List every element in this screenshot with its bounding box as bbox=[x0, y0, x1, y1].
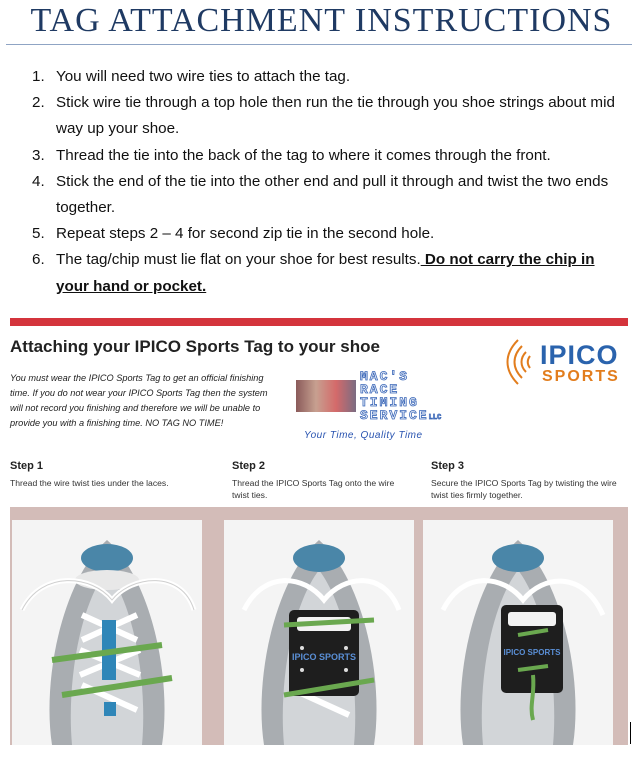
instruction-text: You will need two wire ties to attach the tag. bbox=[56, 68, 351, 85]
instruction-item bbox=[18, 221, 630, 247]
shoe-photo-step-2 bbox=[224, 520, 414, 745]
title-divider bbox=[6, 44, 632, 45]
shoe-photo-step-1 bbox=[12, 520, 202, 745]
instruction-number: 2. bbox=[32, 94, 45, 112]
instruction-text: The tag/chip must lie flat on your shoe for best results. bbox=[56, 251, 421, 269]
macs-tagline: Your Time, Quality Time bbox=[304, 430, 423, 441]
macs-logo-line: SERVICE bbox=[360, 408, 429, 423]
ipico-signal-icon bbox=[500, 334, 540, 390]
instruction-number: 3. bbox=[32, 146, 45, 164]
instruction-list bbox=[18, 64, 630, 300]
instruction-text: Stick the end of the tie into the other end and pull it through and twist the two ends together. bbox=[56, 172, 609, 217]
instruction-item bbox=[18, 90, 630, 142]
macs-logo-llc: LLC bbox=[428, 414, 442, 422]
instruction-item bbox=[18, 143, 630, 169]
macs-logo bbox=[292, 370, 492, 446]
shoe-illustration bbox=[224, 520, 414, 745]
step-3-heading: Step 3 bbox=[431, 460, 465, 472]
shoe-illustration bbox=[12, 520, 202, 745]
shoe-illustration bbox=[423, 520, 613, 745]
instruction-number: 5. bbox=[32, 225, 45, 243]
runners-photo bbox=[296, 380, 356, 412]
macs-logo-line: RACE bbox=[360, 382, 400, 397]
step-1-text: Thread the wire twist ties under the laces. bbox=[10, 478, 169, 488]
tag-label: IPICO SPORTS bbox=[291, 652, 357, 662]
instruction-number: 4. bbox=[32, 172, 45, 190]
step-2-heading: Step 2 bbox=[232, 460, 266, 472]
ipico-logo bbox=[500, 334, 630, 390]
ipico-logo-name: IPICO bbox=[540, 340, 619, 370]
instruction-text: Thread the tie into the back of the tag to where it comes through the front. bbox=[56, 146, 551, 164]
macs-logo-line: MAC'S bbox=[360, 369, 410, 384]
instruction-number: 1. bbox=[32, 68, 45, 85]
step-3-text: Secure the IPICO Sports Tag by twisting the wire twist ties firmly together. bbox=[431, 478, 617, 500]
step-2-text: Thread the IPICO Sports Tag onto the wire twist ties. bbox=[232, 478, 395, 500]
document-title: TAG ATTACHMENT INSTRUCTIONS bbox=[30, 2, 613, 39]
red-header-band bbox=[10, 318, 628, 326]
instruction-item bbox=[18, 247, 630, 299]
tag-label: IPICO SPORTS bbox=[503, 648, 561, 657]
instruction-emphasis: Do not carry the chip in your hand or pocket. bbox=[56, 251, 595, 295]
intro-text: You must wear the IPICO Sports Tag to get an official finishing time. If you do not wear your IPICO Sports Tag then the system will not record you finishing and therefore we will be unable to provide you with a finishing time. NO TAG NO TIME! bbox=[10, 373, 268, 428]
panel-heading: Attaching your IPICO Sports Tag to your shoe bbox=[10, 337, 380, 356]
instruction-item bbox=[18, 64, 630, 90]
instruction-text: Stick wire tie through a top hole then run the tie through you shoe strings about mid way up your shoe. bbox=[56, 94, 615, 138]
instruction-item bbox=[18, 169, 630, 221]
edge-mark bbox=[630, 722, 631, 744]
step-1-heading: Step 1 bbox=[10, 460, 44, 472]
ipico-logo-sub: SPORTS bbox=[542, 368, 620, 385]
instruction-text: Repeat steps 2 – 4 for second zip tie in the second hole. bbox=[56, 225, 435, 243]
macs-logo-line: TIMING bbox=[360, 395, 419, 410]
instruction-number: 6. bbox=[32, 251, 45, 269]
shoe-photo-step-3 bbox=[423, 520, 613, 745]
